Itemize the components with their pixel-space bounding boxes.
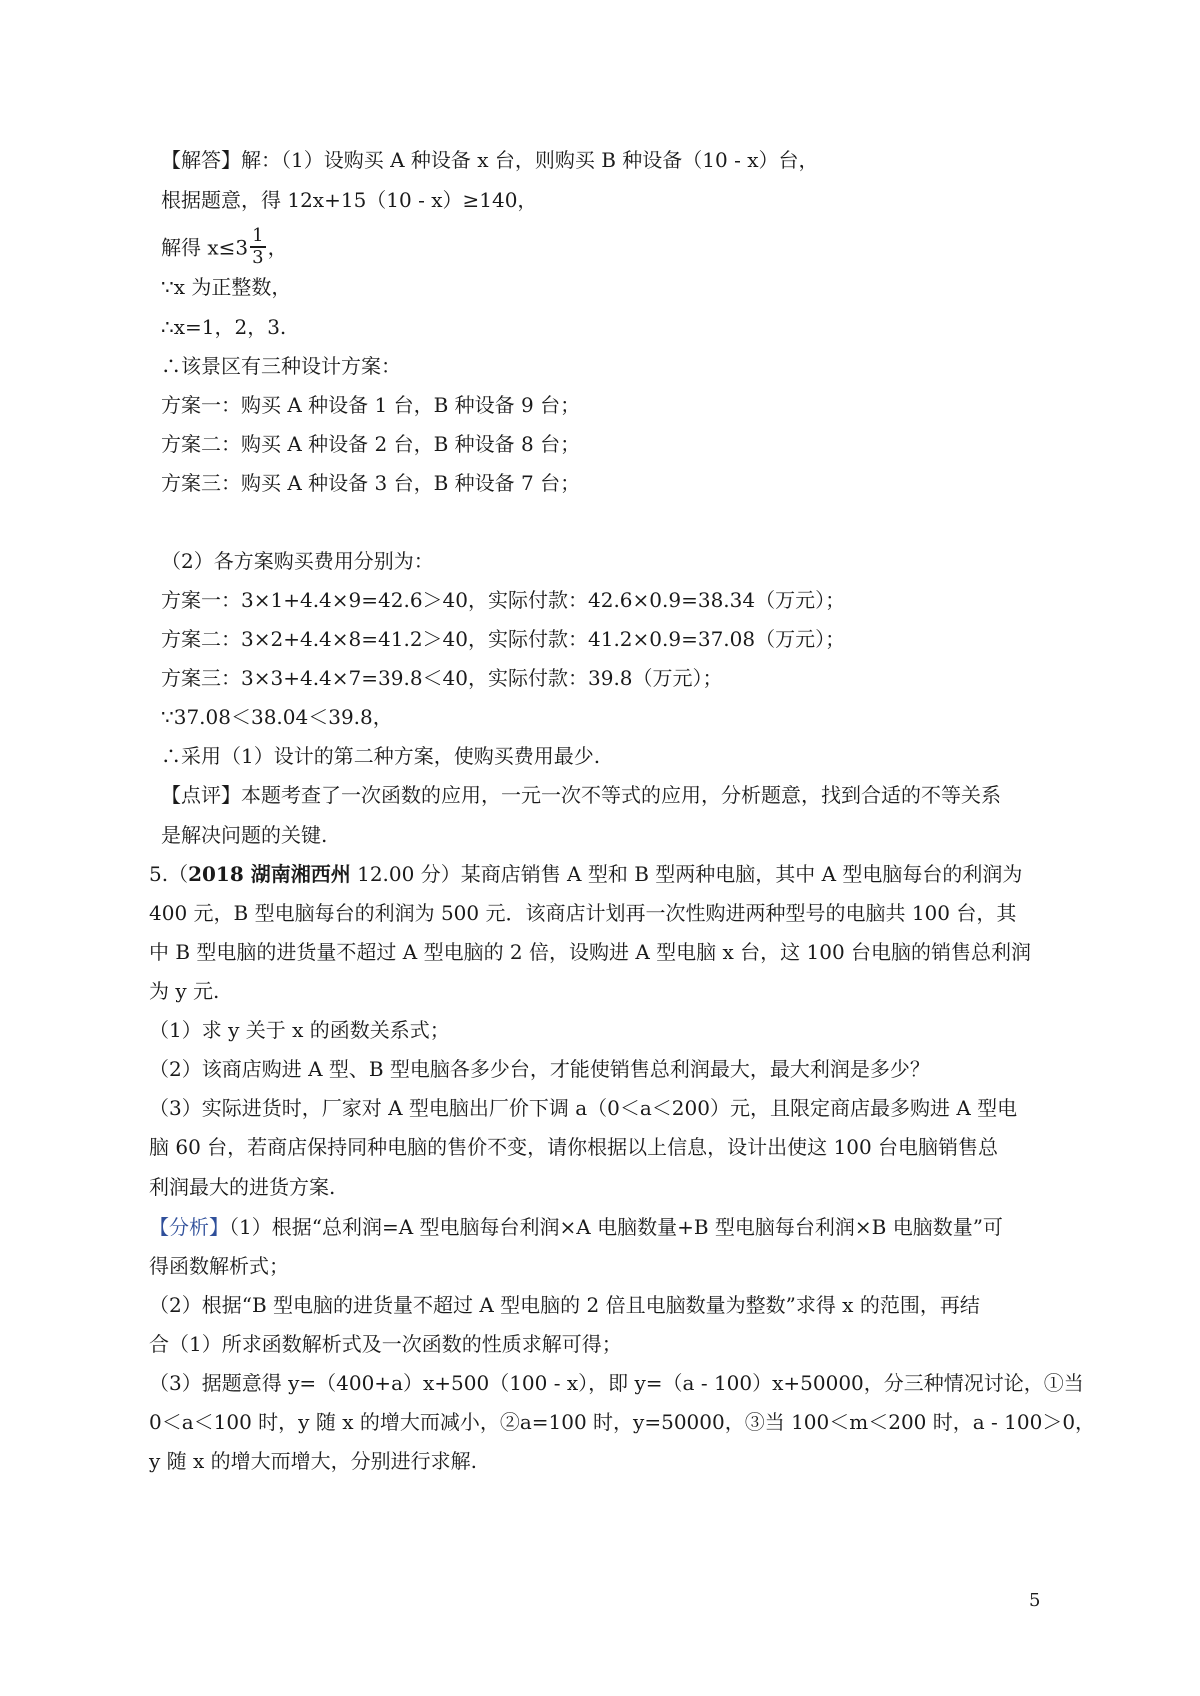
fraction-numerator: 1 xyxy=(252,225,264,246)
part-two-intro-line xyxy=(161,547,434,575)
text-span: 方案二：购买 A 种设备 2 台，B 种设备 8 台； xyxy=(161,432,581,456)
plan-one-line xyxy=(161,391,580,419)
text-span: 方案二：3×2+4.4×8=41.2＞40，实际付款：41.2×0.9=37.08（万元）； xyxy=(161,627,846,651)
text-span: 为 y 元. xyxy=(149,979,220,1003)
text-span: 【点评】本题考查了一次函数的应用，一元一次不等式的应用，分析题意，找到合适的不等关系 xyxy=(161,783,1001,807)
comment-line-2 xyxy=(161,821,327,849)
therefore-x-line xyxy=(161,313,286,341)
comparison-line xyxy=(161,703,393,731)
text-span: ∴该景区有三种设计方案： xyxy=(161,354,401,378)
text-span: ， xyxy=(267,235,288,260)
question-source: 2018 湖南湘西州 xyxy=(188,862,351,886)
text-span: ∵x 为正整数， xyxy=(161,275,292,299)
text-span: 方案一：3×1+4.4×9=42.6＞40，实际付款：42.6×0.9=38.34（万元）； xyxy=(161,588,846,612)
text-span: y 随 x 的增大而增大，分别进行求解. xyxy=(149,1449,478,1473)
text-span: ∴采用（1）设计的第二种方案，使购买费用最少. xyxy=(161,744,601,768)
three-plans-line xyxy=(161,352,401,380)
text-span: 方案三：3×3+4.4×7=39.8＜40，实际付款：39.8（万元）； xyxy=(161,666,723,690)
sub-question-3-line-1 xyxy=(149,1094,1017,1122)
text-span: ∵37.08＜38.04＜39.8， xyxy=(161,705,393,729)
text-span: 0＜a＜100 时，y 随 x 的增大而减小，②a=100 时，y=50000，③当 100＜m＜200 时，a - 100＞0， xyxy=(149,1410,1096,1434)
sub-question-1 xyxy=(149,1016,450,1044)
text-span: （1）求 y 关于 x 的函数关系式； xyxy=(149,1018,450,1042)
plan-two-line xyxy=(161,430,580,458)
plan-three-line xyxy=(161,469,580,497)
analysis-label: 【分析】 xyxy=(149,1215,229,1239)
text-span: 方案一：购买 A 种设备 1 台，B 种设备 9 台； xyxy=(161,393,581,417)
text-span: 12.00 分）某商店销售 A 型和 B 型两种电脑，其中 A 型电脑每台的利润为 xyxy=(350,862,1023,886)
analysis-line-1 xyxy=(149,1213,1003,1241)
text-span: 解得 x≤3 xyxy=(161,235,249,260)
text-span: 脑 60 台，若商店保持同种电脑的售价不变，请你根据以上信息，设计出使这 100 台电脑销售总 xyxy=(149,1135,999,1159)
analysis-line-4 xyxy=(149,1330,622,1358)
cost-plan-one-line xyxy=(161,586,845,614)
because-line xyxy=(161,273,291,301)
sub-question-3-line-3 xyxy=(149,1173,335,1201)
text-span: 【解答】解：（1）设购买 A 种设备 x 台，则购买 B 种设备（10 - x）台， xyxy=(161,148,819,172)
text-span: 400 元，B 型电脑每台的利润为 500 元．该商店计划再一次性购进两种型号的电脑共 100 台，其 xyxy=(149,901,1017,925)
text-span: 合（1）所求函数解析式及一次函数的性质求解可得； xyxy=(149,1332,622,1356)
analysis-line-7 xyxy=(149,1447,477,1475)
text-span: 中 B 型电脑的进货量不超过 A 型电脑的 2 倍，设购进 A 型电脑 x 台，这 100 台电脑的销售总利润 xyxy=(149,940,1032,964)
text-span: （2）该商店购进 A 型、B 型电脑各多少台，才能使销售总利润最大，最大利润是多少？ xyxy=(149,1057,930,1081)
cost-plan-two-line xyxy=(161,625,845,653)
text-span: （2）根据“B 型电脑的进货量不超过 A 型电脑的 2 倍且电脑数量为整数”求得 x 的范围，再结 xyxy=(149,1293,980,1317)
question-text-line-3 xyxy=(149,938,1031,966)
cost-plan-three-line xyxy=(161,664,723,692)
text-span: ∴x=1，2，3. xyxy=(161,315,287,339)
text-span: 是解决问题的关键. xyxy=(161,823,328,847)
conclusion-line xyxy=(161,742,600,770)
text-span: （3）据题意得 y=（400+a）x+500（100 - x），即 y=（a - 100）x+50000，分三种情况讨论，①当 xyxy=(149,1371,1084,1395)
text-span: （3）实际进货时，厂家对 A 型电脑出厂价下调 a（0＜a＜200）元，且限定商店最多购进 A 型电 xyxy=(149,1096,1018,1120)
text-span: 根据题意，得 12x+15（10 - x）≥140， xyxy=(161,188,538,212)
inequality-line xyxy=(161,186,537,214)
question-text-line-2 xyxy=(149,899,1016,927)
text-span: 5.（ xyxy=(149,862,189,886)
text-span: （2）各方案购买费用分别为： xyxy=(161,549,434,573)
question-text-line-4 xyxy=(149,977,219,1005)
text-span: （1）根据“总利润=A 型电脑每台利润×A 电脑数量+B 型电脑每台利润×B 电脑数量”可 xyxy=(229,1215,1003,1239)
analysis-line-6 xyxy=(149,1408,1095,1436)
page-number: 5 xyxy=(1029,1590,1041,1611)
text-span: 得函数解析式； xyxy=(149,1254,289,1278)
solution-line xyxy=(161,225,288,269)
sub-question-3-line-2 xyxy=(149,1133,998,1161)
text-span: 方案三：购买 A 种设备 3 台，B 种设备 7 台； xyxy=(161,471,581,495)
text-span: 利润最大的进货方案. xyxy=(149,1175,336,1199)
analysis-line-2 xyxy=(149,1252,289,1280)
fraction-denominator: 3 xyxy=(252,247,264,268)
comment-line-1 xyxy=(161,781,1001,809)
sub-question-2 xyxy=(149,1055,930,1083)
analysis-line-5 xyxy=(149,1369,1084,1397)
question-5-header xyxy=(149,860,1022,888)
analysis-line-3 xyxy=(149,1291,980,1319)
answer-intro-line xyxy=(161,146,819,174)
fraction-one-third xyxy=(250,227,265,267)
